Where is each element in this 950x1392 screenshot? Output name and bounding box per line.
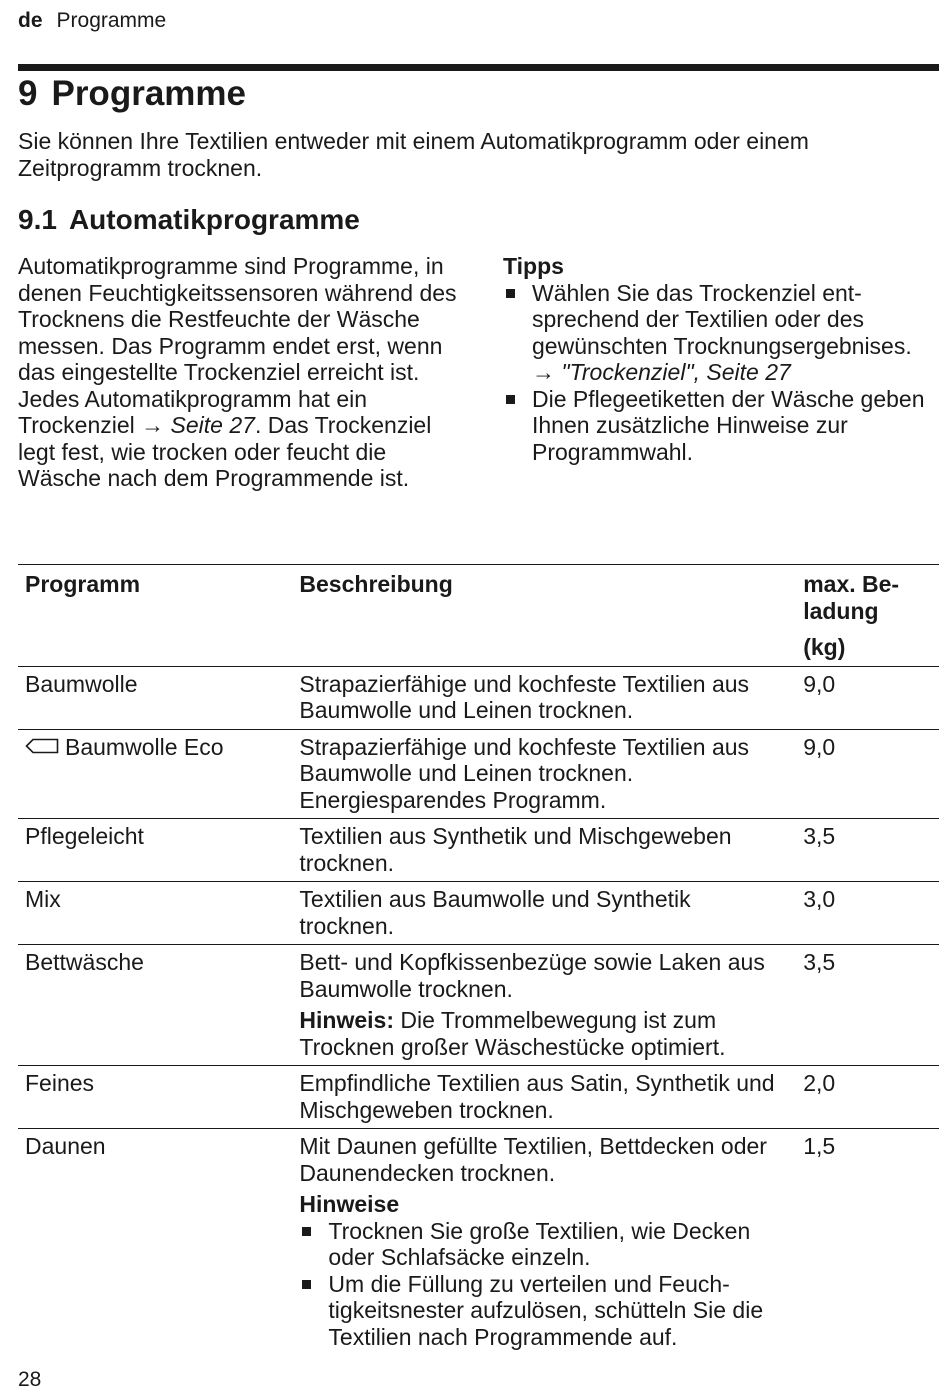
list-item: Trocknen Sie große Textilien, wie Decken oder Schlafsäcke einzeln. <box>299 1218 790 1271</box>
table-row <box>18 882 939 945</box>
paragraph <box>18 386 458 492</box>
max-load: 3,5 <box>803 823 836 849</box>
arrow-icon: → <box>532 359 555 385</box>
page-reference: "Trockenziel", Seite 27 <box>561 359 791 385</box>
program-description: Empfindliche Textilien aus Satin, Synthetik und Mischgeweben trocknen. <box>299 1070 775 1123</box>
max-load: 1,5 <box>803 1133 836 1159</box>
program-name: Feines <box>25 1070 95 1096</box>
section-title: Automatikprogramme <box>68 204 360 235</box>
text-run: . Das Trockenziel legt fest, wie trocken oder feucht die Wäsche nach dem Programmende ist. <box>18 412 432 491</box>
chapter-heading <box>18 74 246 114</box>
program-name: Baumwolle <box>25 670 138 697</box>
load-header-unit: (kg) <box>803 634 846 660</box>
text-run: Jedes Automatikprogramm hat ein Trockenziel <box>18 385 368 438</box>
chapter-title: Programme <box>51 74 246 113</box>
program-description: Bett- und Kopfkissenbezüge sowie Laken aus Baumwolle trocknen. <box>299 949 765 1002</box>
table-row <box>18 729 939 819</box>
column-header-load <box>796 565 939 667</box>
program-table <box>18 564 939 1355</box>
program-description-cell <box>292 1129 796 1356</box>
page-reference: Seite 27 <box>170 412 255 438</box>
program-name: Pflegeleicht <box>25 823 144 849</box>
program-name: Daunen <box>25 1133 106 1159</box>
program-name-cell <box>18 729 292 819</box>
table-row <box>18 1066 939 1129</box>
eco-program-icon <box>25 738 59 754</box>
max-load: 3,0 <box>803 886 836 912</box>
running-header <box>18 9 166 33</box>
note-text: Die Trommelbewegung ist zum Trocknen großer Wäschestücke optimiert. <box>299 1007 726 1060</box>
program-name: Bettwäsche <box>25 949 144 975</box>
max-load: 3,5 <box>803 949 836 975</box>
left-column-text <box>18 253 458 492</box>
paragraph: Automatikprogramme sind Programme, in denen Feuchtigkeitssensoren während des Trocknens die Restfeuchte der Wäsche messen. Das Programm endet erst, wenn das eingestellte Trockenziel erreicht ist. <box>18 253 457 385</box>
program-description: Textilien aus Synthetik und Mischgeweben trocknen. <box>299 823 732 876</box>
load-header-label: max. Beladung <box>803 571 900 624</box>
notes-heading: Hinweise <box>299 1191 400 1217</box>
notes-list <box>299 1218 790 1351</box>
program-description: Strapazierfähige und kochfeste Textilien aus Baumwolle und Leinen trocknen. <box>299 670 750 723</box>
list-item: Um die Füllung zu verteilen und Feuchtigkeitsnester aufzulösen, schütteln Sie die Textilien nach Programmende auf. <box>299 1271 790 1351</box>
table-row <box>18 945 939 1066</box>
program-description: Textilien aus Baumwolle und Synthetik trocknen. <box>299 886 691 939</box>
max-load: 9,0 <box>803 733 836 760</box>
section-number: 9.1 <box>18 204 57 235</box>
program-description-cell <box>292 945 796 1066</box>
table-row <box>18 666 939 729</box>
header-section-title: Programme <box>56 9 167 32</box>
tips-heading: Tipps <box>503 253 564 279</box>
max-load: 2,0 <box>803 1070 836 1096</box>
language-code: de <box>18 9 43 32</box>
program-name: Baumwolle Eco <box>65 733 224 760</box>
column-header-description: Beschreibung <box>299 571 453 597</box>
header-rule <box>18 64 939 71</box>
program-description: Strapazierfähige und kochfeste Textilien aus Baumwolle und Leinen trocknen. Energiesparendes Programm. <box>299 733 750 813</box>
page-number: 28 <box>18 1368 42 1391</box>
note-label: Hinweis: <box>299 1007 394 1033</box>
arrow-icon: → <box>141 412 165 438</box>
chapter-number: 9 <box>18 74 38 113</box>
note <box>299 1007 790 1060</box>
table-row <box>18 819 939 882</box>
list-item: Die Pflegeetiketten der Wäsche geben Ihnen zusätzliche Hinweise zur Programmwahl. <box>503 386 939 466</box>
column-header-program: Programm <box>25 571 141 597</box>
table-row <box>18 1129 939 1356</box>
program-name: Mix <box>25 886 61 912</box>
list-item <box>503 280 939 386</box>
tips-list <box>503 280 939 466</box>
tips-box <box>503 253 939 465</box>
intro-paragraph: Sie können Ihre Textilien entweder mit einem Automatikprogramm oder einem Zeitprogramm trocknen. <box>18 128 809 181</box>
program-description: Mit Daunen gefüllte Textilien, Bettdecken oder Daunendecken trocknen. <box>299 1133 767 1186</box>
table-header-row <box>18 565 939 667</box>
section-heading <box>18 204 360 236</box>
tip-text: Wählen Sie das Trockenziel entsprechend der Textilien oder des gewünschten Trocknungsergebnises. <box>532 279 912 359</box>
max-load: 9,0 <box>803 670 836 697</box>
